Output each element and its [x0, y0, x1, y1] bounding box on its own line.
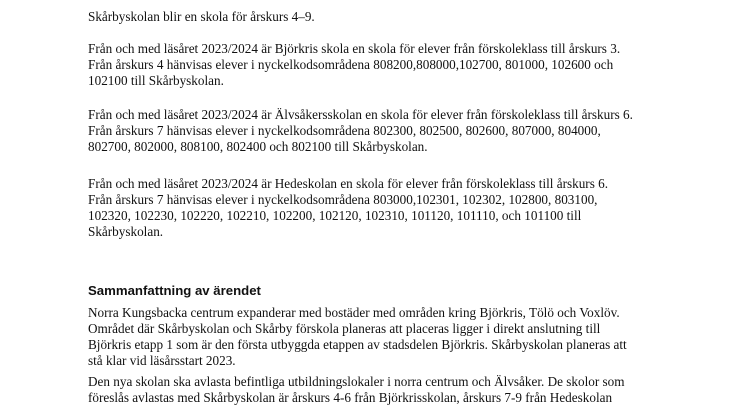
text-line: Från och med läsåret 2023/2024 är Älvsåkersskolan en skola för elever från förskoleklass till årskurs 6. [88, 107, 633, 122]
text-line: Från och med läsåret 2023/2024 är Björkris skola en skola för elever från förskoleklass till årskurs 3. [88, 41, 621, 56]
text-line: Skårbyskolan blir en skola för årskurs 4–9. [88, 9, 315, 24]
text-line: Från årskurs 4 hänvisas elever i nyckelkodsområdena 808200,808000,102700, 801000, 102600 och [88, 57, 614, 72]
text-line: 802700, 802000, 808100, 802400 och 802100 till Skårbyskolan. [88, 139, 428, 154]
alvsakers-paragraph [88, 107, 633, 155]
intro-paragraph [88, 9, 315, 25]
summary-paragraph-1 [88, 305, 627, 369]
text-line: Området där Skårbyskolan och Skårby förskola planeras att placeras ligger i direkt anslutning till [88, 321, 601, 336]
text-line: Från och med läsåret 2023/2024 är Hedeskolan en skola för elever från förskoleklass till årskurs 6. [88, 176, 609, 191]
text-line: föreslås avlastas med Skårbyskolan är årskurs 4-6 från Björkrisskolan, årskurs 7-9 från Hedeskolan [88, 390, 613, 405]
bjorkris-paragraph [88, 41, 620, 89]
summary-paragraph-2 [88, 374, 625, 406]
text-line: Från årskurs 7 hänvisas elever i nyckelkodsområdena 802300, 802500, 802600, 807000, 804000, [88, 123, 601, 138]
summary-heading: Sammanfattning av ärendet [88, 283, 261, 298]
hedeskolan-paragraph [88, 176, 608, 240]
text-line: Björkris etapp 1 som är den första utbyggda etappen av stadsdelen Björkris. Skårbyskolan planeras att [88, 337, 627, 352]
text-line: Den nya skolan ska avlasta befintliga utbildningslokaler i norra centrum och Älvsåker. De skolor som [88, 374, 625, 389]
text-line: Från årskurs 7 hänvisas elever i nyckelkodsområdena 803000,102301, 102302, 102800, 803100, [88, 192, 598, 207]
text-line: stå klar vid läsårsstart 2023. [88, 353, 236, 368]
text-line: Skårbyskolan. [88, 224, 164, 239]
text-line: 102100 till Skårbyskolan. [88, 73, 224, 88]
text-line: 102320, 102230, 102220, 102210, 102200, 102120, 102310, 101120, 101110, och 101100 till [88, 208, 582, 223]
text-line: Norra Kungsbacka centrum expanderar med bostäder med områden kring Björkris, Tölö och Voxlöv. [88, 305, 620, 320]
